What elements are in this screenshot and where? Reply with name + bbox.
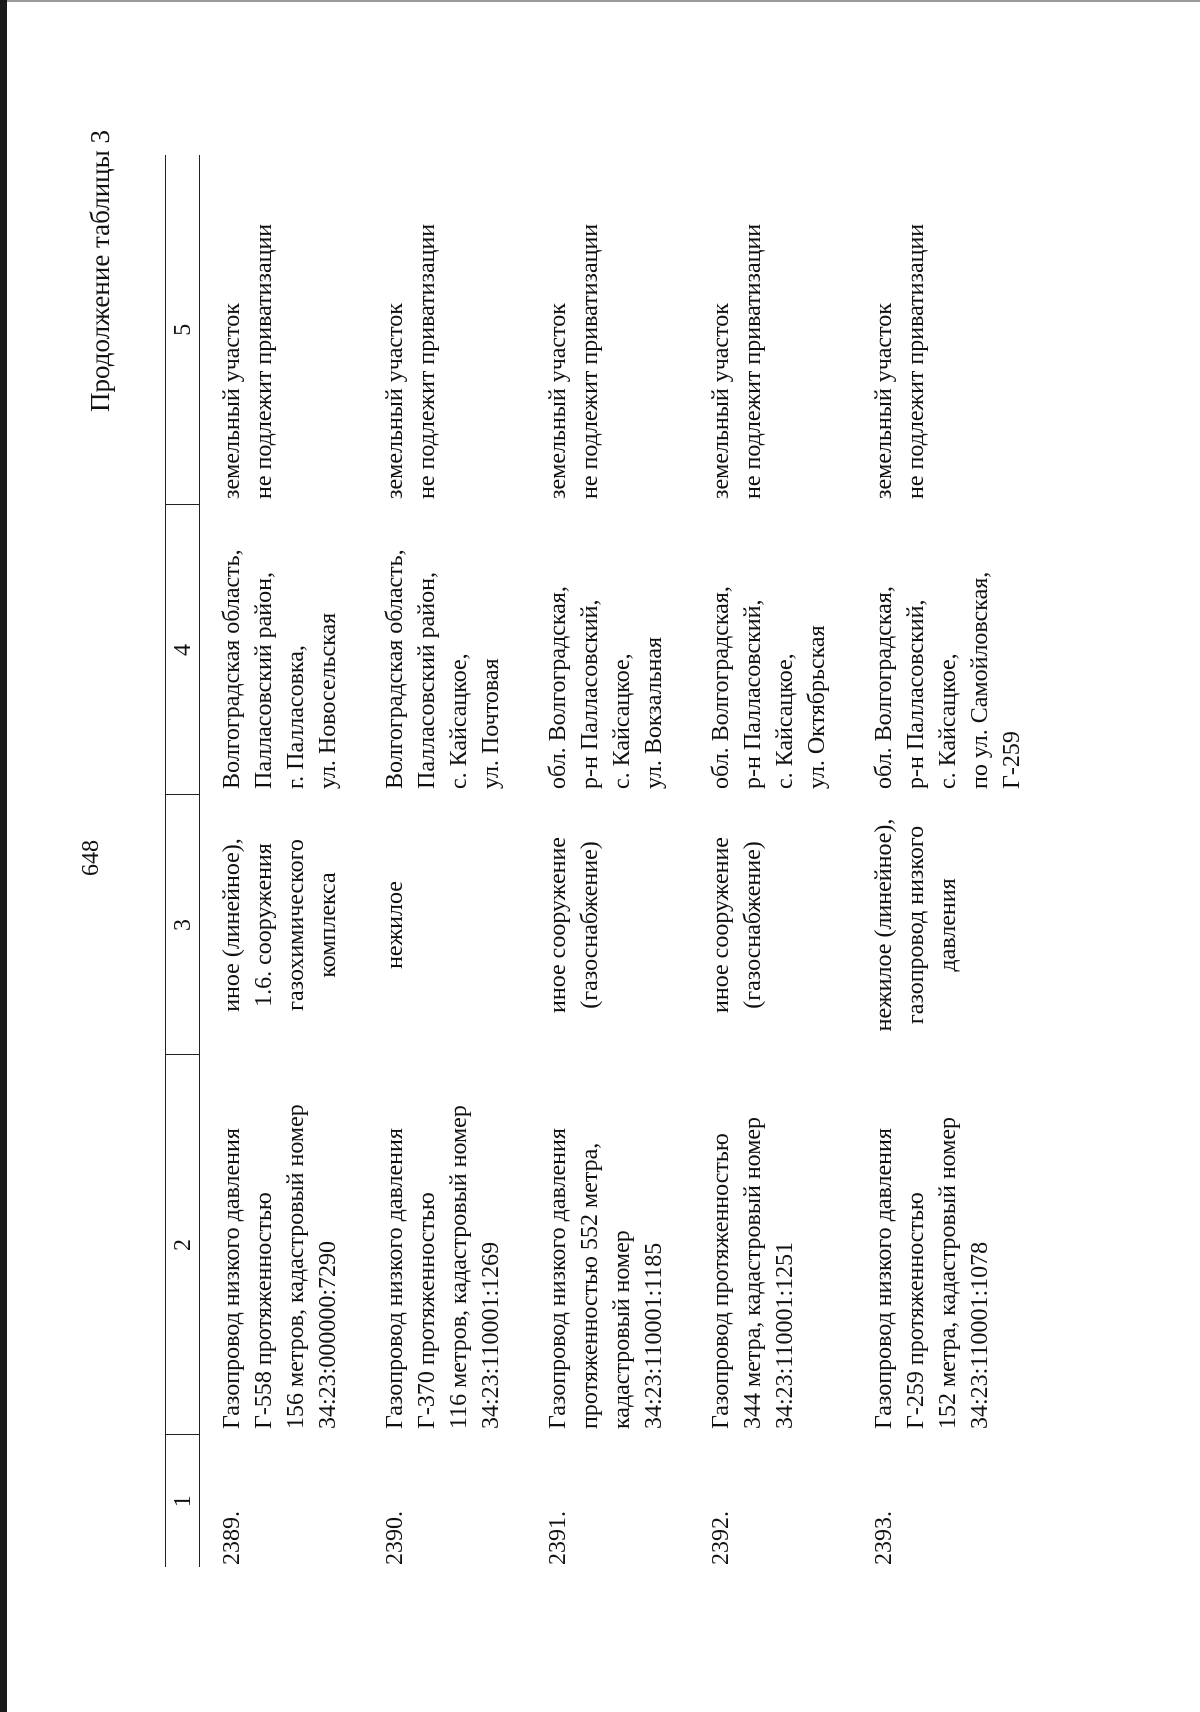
address-cell (200, 505, 345, 795)
purpose-line: комплекса (315, 872, 341, 978)
header-col-5: 5 (166, 155, 200, 505)
table-body (200, 155, 1029, 1567)
object-name-line: 34:23:110001:1185 (641, 1242, 667, 1429)
note-cell (705, 155, 833, 505)
object-name-line: 34:23:000000:7290 (315, 1240, 341, 1429)
table-row (705, 155, 833, 1567)
note-line: земельный участок (871, 303, 897, 499)
object-name-line: Газопровод протяженностью (708, 1133, 734, 1429)
address-line: с. Кайсацкое, (609, 653, 635, 789)
table-row (542, 155, 670, 1567)
header-row (166, 155, 200, 1567)
address-cell (379, 505, 507, 795)
row-spacer (507, 155, 542, 1567)
row-number-cell: 2393. (871, 1511, 897, 1565)
row-spacer (670, 155, 705, 1567)
purpose-cell (542, 795, 670, 1055)
property-register-table (165, 155, 1028, 1567)
address-line: ул. Вокзальная (641, 636, 667, 789)
note-cell (379, 155, 507, 505)
address-line: обл. Волгоградская, (708, 586, 734, 789)
table-row (200, 155, 345, 1567)
header-col-4: 4 (166, 505, 200, 795)
object-name-cell (705, 1055, 833, 1435)
row-spacer-cell (670, 155, 705, 1567)
note-line: земельный участок (219, 303, 245, 499)
object-name-line: Газопровод низкого давления (219, 1128, 245, 1429)
purpose-line: иное сооружение (545, 837, 571, 1013)
object-name-line: 156 метров, кадастровый номер (283, 1104, 309, 1429)
row-spacer (833, 155, 868, 1567)
address-line: Волгоградская область, (382, 549, 408, 789)
note-line: не подлежит приватизации (414, 223, 440, 499)
purpose-line: газохимического (283, 839, 309, 1011)
row-spacer-cell (344, 155, 379, 1567)
address-line: с. Кайсацкое, (772, 653, 798, 789)
purpose-line: давления (935, 878, 961, 972)
address-line: ул. Новосельская (315, 612, 341, 789)
purpose-line: газопровод низкого (903, 825, 929, 1025)
purpose-line: иное (линейное), (219, 838, 245, 1012)
object-name-line: Г-370 протяженностью (414, 1192, 440, 1429)
note-cell (868, 155, 1028, 505)
header-col-3: 3 (166, 795, 200, 1055)
object-name-line: протяженностью 552 метра, (577, 1142, 603, 1429)
table-row (379, 155, 507, 1567)
note-line: не подлежит приватизации (903, 223, 929, 499)
object-name-line: Газопровод низкого давления (871, 1128, 897, 1429)
object-name-cell (868, 1055, 1028, 1435)
row-number-cell: 2390. (382, 1511, 408, 1565)
object-name-line: 152 метра, кадастровый номер (935, 1116, 961, 1429)
note-line: земельный участок (708, 303, 734, 499)
note-line: земельный участок (545, 303, 571, 499)
purpose-line: (газоснабжение) (740, 841, 766, 1009)
row-number-cell: 2389. (219, 1511, 245, 1565)
page-number: 648 (78, 840, 104, 876)
address-line: ул. Октябрьская (804, 625, 830, 789)
object-name-line: кадастровый номер (609, 1230, 635, 1429)
purpose-line: нежилое (линейное), (871, 818, 897, 1032)
note-line: не подлежит приватизации (577, 223, 603, 499)
address-cell (868, 505, 1028, 795)
address-cell (705, 505, 833, 795)
object-name-line: Газопровод низкого давления (382, 1128, 408, 1429)
purpose-line: иное сооружение (708, 837, 734, 1013)
purpose-cell (705, 795, 833, 1055)
address-line: обл. Волгоградская, (545, 586, 571, 789)
header-col-1: 1 (166, 1435, 200, 1567)
object-name-line: 116 метров, кадастровый номер (446, 1105, 472, 1429)
address-line: р-н Палласовский, (577, 599, 603, 789)
object-name-line: 34:23:110001:1269 (478, 1241, 504, 1429)
purpose-cell (868, 795, 1028, 1055)
address-line: с. Кайсацкое, (446, 653, 472, 789)
note-cell (200, 155, 345, 505)
object-name-cell (379, 1055, 507, 1435)
address-cell (542, 505, 670, 795)
address-line: Палласовский район, (414, 572, 440, 789)
address-line: р-н Палласовский, (740, 599, 766, 789)
row-spacer-cell (507, 155, 542, 1567)
object-name-line: 34:23:110001:1078 (967, 1241, 993, 1429)
object-name-line: Г-259 протяженностью (903, 1192, 929, 1429)
object-name-line: Г-558 протяженностью (251, 1192, 277, 1429)
row-number-cell: 2392. (708, 1511, 734, 1565)
object-name-line: 344 метра, кадастровый номер (740, 1116, 766, 1429)
note-line: не подлежит приватизации (740, 223, 766, 499)
object-name-line: 34:23:110001:1251 (772, 1241, 798, 1429)
address-line: г. Палласовка, (283, 645, 309, 789)
row-spacer-cell (833, 155, 868, 1567)
row-number-cell: 2391. (545, 1511, 571, 1565)
object-name-cell (542, 1055, 670, 1435)
address-line: по ул. Самойловская, (967, 571, 993, 789)
address-line: ул. Почтовая (478, 658, 504, 789)
header-col-2: 2 (166, 1055, 200, 1435)
row-spacer (344, 155, 379, 1567)
note-line: не подлежит приватизации (251, 223, 277, 499)
purpose-line: (газоснабжение) (577, 841, 603, 1009)
purpose-line: нежилое (382, 881, 408, 969)
address-line: Г-259 (999, 731, 1025, 789)
note-cell (542, 155, 670, 505)
address-line: Волгоградская область, (219, 549, 245, 789)
purpose-cell (379, 795, 507, 1055)
address-line: с. Кайсацкое, (935, 653, 961, 789)
object-name-cell (200, 1055, 345, 1435)
purpose-cell (200, 795, 345, 1055)
table-row (868, 155, 1028, 1567)
note-line: земельный участок (382, 303, 408, 499)
table-continuation-title: Продолжение таблицы 3 (85, 130, 115, 412)
address-line: р-н Палласовский, (903, 599, 929, 789)
object-name-line: Газопровод низкого давления (545, 1128, 571, 1429)
address-line: Палласовский район, (251, 572, 277, 789)
address-line: обл. Волгоградская, (871, 586, 897, 789)
purpose-line: 1.6. сооружения (251, 843, 277, 1007)
